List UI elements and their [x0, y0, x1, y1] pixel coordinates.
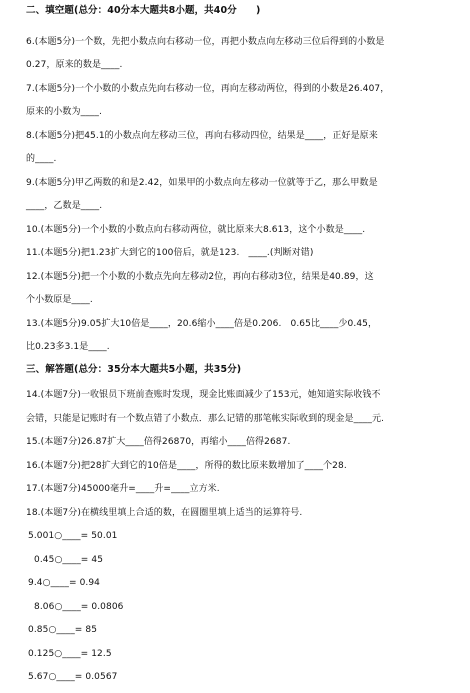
question-14-line-2: 会错，只能是记账时有一个数点错了小数点．那么记错的那笔帐实际收到的现金是____元. — [26, 414, 385, 424]
question-10-line-1: 10.(本题5分)一个小数的小数点向右移动两位，就比原来大8.613，这个小数是____. — [26, 225, 366, 235]
calc-item: 0.45○____= 45 — [34, 555, 104, 565]
calc-item: 8.06○____= 0.0806 — [34, 602, 124, 612]
section-2-title: 二、填空题(总分：40分本大题共8小题，共40分 ) — [26, 5, 261, 16]
question-14-line-1: 14.(本题7分)一收银员下班前查账时发现，现金比账面减少了153元，她知道实际收钱不 — [26, 390, 381, 400]
question-16-line-1: 16.(本题7分)把28扩大到它的10倍是____，所得的数比原来数增加了____个28. — [26, 461, 347, 471]
question-7-line-2: 原来的小数为____. — [26, 107, 102, 117]
question-13-line-2: 比0.23多3.1是____. — [26, 342, 110, 352]
question-6-line-1: 6.(本题5分)一个数，先把小数点向右移动一位，再把小数点向左移动三位后得到的小数是 — [26, 37, 385, 47]
question-9-line-1: 9.(本题5分)甲乙两数的和是2.42，如果甲的小数点向左移动一位就等于乙，那么甲数是 — [26, 178, 378, 188]
question-6-line-2: 0.27，原来的数是____. — [26, 60, 123, 70]
calc-item: 9.4○____= 0.94 — [28, 578, 101, 588]
question-18-line-1: 18.(本题7分)在横线里填上合适的数，在圆圈里填上适当的运算符号. — [26, 508, 303, 518]
calc-item: 0.125○____= 12.5 — [28, 649, 112, 659]
calc-item: 0.85○____= 85 — [28, 625, 98, 635]
question-11-line-1: 11.(本题5分)把1.23扩大到它的100倍后，就是123. ____.(判断对错) — [26, 248, 314, 258]
question-13-line-1: 13.(本题5分)9.05扩大10倍是____，20.6缩小____倍是0.206. 0.65比____少0.45， — [26, 319, 378, 329]
question-15-line-1: 15.(本题7分)26.87扩大____倍得26870，再缩小____倍得2687. — [26, 437, 291, 447]
question-8-line-2: 的____. — [26, 154, 57, 164]
question-12-line-1: 12.(本题5分)把一个小数的小数点先向左移动2位，再向右移动3位，结果是40.89，这 — [26, 272, 374, 282]
calc-item: 5.001○____= 50.01 — [28, 531, 118, 541]
question-17-line-1: 17.(本题7分)45000毫升=____升=____立方米. — [26, 484, 220, 494]
question-9-line-2: ____，乙数是____. — [26, 201, 103, 211]
question-7-line-1: 7.(本题5分)一个小数的小数点先向右移动一位，再向左移动两位，得到的小数是26.407， — [26, 84, 390, 94]
question-8-line-1: 8.(本题5分)把45.1的小数点向左移动三位，再向右移动四位，结果是____，正好是原来 — [26, 131, 378, 141]
calc-item: 5.67○____= 0.0567 — [28, 672, 118, 682]
question-12-line-2: 个小数原是____. — [26, 295, 93, 305]
section-3-title: 三、解答题(总分：35分本大题共5小题，共35分) — [26, 364, 242, 375]
